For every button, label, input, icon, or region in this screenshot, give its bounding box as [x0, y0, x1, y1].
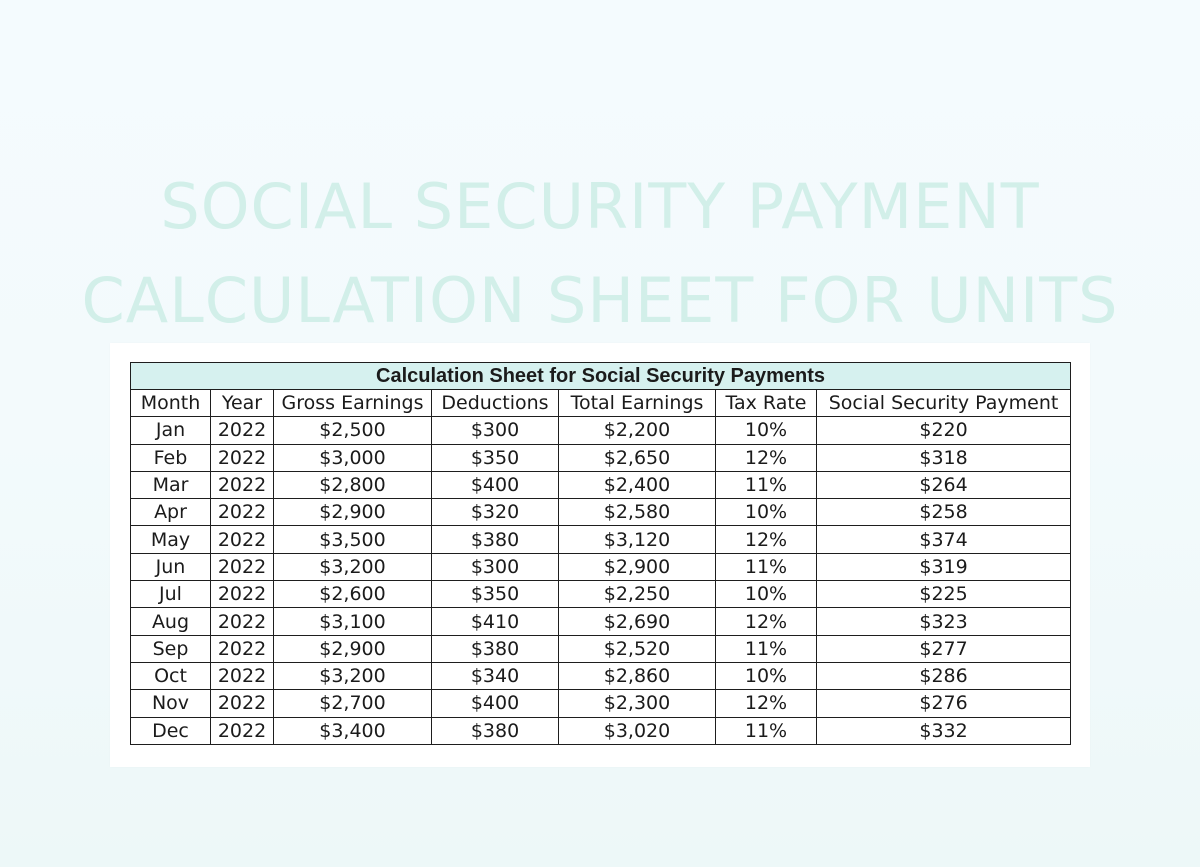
cell-deductions: $350: [432, 581, 559, 608]
table-row: [131, 662, 1071, 689]
cell-social-security-payment: $323: [817, 608, 1071, 635]
cell-gross-earnings: $3,200: [274, 662, 432, 689]
cell-year: 2022: [211, 526, 274, 553]
cell-deductions: $400: [432, 471, 559, 498]
cell-year: 2022: [211, 444, 274, 471]
column-header-total-earnings: Total Earnings: [559, 390, 716, 417]
cell-social-security-payment: $264: [817, 471, 1071, 498]
cell-total-earnings: $2,250: [559, 581, 716, 608]
cell-total-earnings: $2,860: [559, 662, 716, 689]
cell-gross-earnings: $3,400: [274, 717, 432, 744]
page-title-line-1: SOCIAL SECURITY PAYMENT: [160, 169, 1040, 243]
table-row: [131, 581, 1071, 608]
table-caption-row: [131, 363, 1071, 390]
cell-tax-rate: 10%: [716, 662, 817, 689]
cell-tax-rate: 12%: [716, 526, 817, 553]
cell-total-earnings: $2,650: [559, 444, 716, 471]
cell-month: Oct: [131, 662, 211, 689]
table-row: [131, 526, 1071, 553]
cell-month: Sep: [131, 635, 211, 662]
cell-total-earnings: $2,900: [559, 553, 716, 580]
cell-deductions: $380: [432, 635, 559, 662]
cell-total-earnings: $2,300: [559, 690, 716, 717]
cell-month: Jan: [131, 417, 211, 444]
cell-social-security-payment: $286: [817, 662, 1071, 689]
cell-year: 2022: [211, 690, 274, 717]
cell-tax-rate: 10%: [716, 417, 817, 444]
cell-deductions: $380: [432, 717, 559, 744]
table-row: [131, 635, 1071, 662]
cell-social-security-payment: $374: [817, 526, 1071, 553]
table-row: [131, 444, 1071, 471]
cell-deductions: $300: [432, 553, 559, 580]
cell-tax-rate: 11%: [716, 471, 817, 498]
cell-total-earnings: $3,020: [559, 717, 716, 744]
cell-gross-earnings: $2,600: [274, 581, 432, 608]
cell-deductions: $410: [432, 608, 559, 635]
cell-tax-rate: 10%: [716, 581, 817, 608]
cell-gross-earnings: $2,700: [274, 690, 432, 717]
cell-year: 2022: [211, 581, 274, 608]
cell-month: Jul: [131, 581, 211, 608]
cell-month: Nov: [131, 690, 211, 717]
cell-total-earnings: $2,400: [559, 471, 716, 498]
cell-deductions: $350: [432, 444, 559, 471]
table-body: [131, 417, 1071, 745]
cell-total-earnings: $2,690: [559, 608, 716, 635]
table-caption: Calculation Sheet for Social Security Payments: [131, 363, 1071, 390]
column-header-month: Month: [131, 390, 211, 417]
column-header-social-security-payment: Social Security Payment: [817, 390, 1071, 417]
cell-month: Mar: [131, 471, 211, 498]
cell-total-earnings: $2,580: [559, 499, 716, 526]
cell-gross-earnings: $2,900: [274, 635, 432, 662]
cell-tax-rate: 12%: [716, 690, 817, 717]
table-row: [131, 608, 1071, 635]
cell-gross-earnings: $2,800: [274, 471, 432, 498]
cell-social-security-payment: $258: [817, 499, 1071, 526]
column-header-gross-earnings: Gross Earnings: [274, 390, 432, 417]
cell-gross-earnings: $3,200: [274, 553, 432, 580]
cell-year: 2022: [211, 417, 274, 444]
cell-year: 2022: [211, 499, 274, 526]
cell-gross-earnings: $2,900: [274, 499, 432, 526]
table-row: [131, 690, 1071, 717]
cell-tax-rate: 11%: [716, 717, 817, 744]
column-header-deductions: Deductions: [432, 390, 559, 417]
calculation-table: [130, 362, 1071, 745]
cell-month: May: [131, 526, 211, 553]
table-row: [131, 417, 1071, 444]
sheet-panel: [110, 343, 1090, 767]
cell-social-security-payment: $225: [817, 581, 1071, 608]
cell-year: 2022: [211, 471, 274, 498]
cell-deductions: $380: [432, 526, 559, 553]
cell-tax-rate: 12%: [716, 444, 817, 471]
cell-social-security-payment: $318: [817, 444, 1071, 471]
cell-month: Aug: [131, 608, 211, 635]
table-row: [131, 471, 1071, 498]
cell-social-security-payment: $220: [817, 417, 1071, 444]
cell-year: 2022: [211, 717, 274, 744]
cell-year: 2022: [211, 635, 274, 662]
cell-total-earnings: $3,120: [559, 526, 716, 553]
cell-total-earnings: $2,520: [559, 635, 716, 662]
table-row: [131, 499, 1071, 526]
cell-tax-rate: 10%: [716, 499, 817, 526]
cell-social-security-payment: $277: [817, 635, 1071, 662]
cell-gross-earnings: $3,000: [274, 444, 432, 471]
cell-tax-rate: 12%: [716, 608, 817, 635]
cell-month: Apr: [131, 499, 211, 526]
cell-social-security-payment: $332: [817, 717, 1071, 744]
cell-gross-earnings: $3,100: [274, 608, 432, 635]
table-row: [131, 717, 1071, 744]
cell-tax-rate: 11%: [716, 553, 817, 580]
cell-deductions: $340: [432, 662, 559, 689]
cell-deductions: $300: [432, 417, 559, 444]
cell-deductions: $400: [432, 690, 559, 717]
table-row: [131, 553, 1071, 580]
cell-year: 2022: [211, 662, 274, 689]
cell-social-security-payment: $319: [817, 553, 1071, 580]
page-title: [0, 160, 1200, 348]
cell-social-security-payment: $276: [817, 690, 1071, 717]
page-title-line-2: CALCULATION SHEET FOR UNITS: [81, 263, 1119, 337]
cell-month: Dec: [131, 717, 211, 744]
table-header-row: [131, 390, 1071, 417]
cell-gross-earnings: $2,500: [274, 417, 432, 444]
column-header-tax-rate: Tax Rate: [716, 390, 817, 417]
cell-month: Feb: [131, 444, 211, 471]
cell-year: 2022: [211, 553, 274, 580]
cell-deductions: $320: [432, 499, 559, 526]
cell-month: Jun: [131, 553, 211, 580]
cell-tax-rate: 11%: [716, 635, 817, 662]
column-header-year: Year: [211, 390, 274, 417]
cell-total-earnings: $2,200: [559, 417, 716, 444]
cell-year: 2022: [211, 608, 274, 635]
cell-gross-earnings: $3,500: [274, 526, 432, 553]
